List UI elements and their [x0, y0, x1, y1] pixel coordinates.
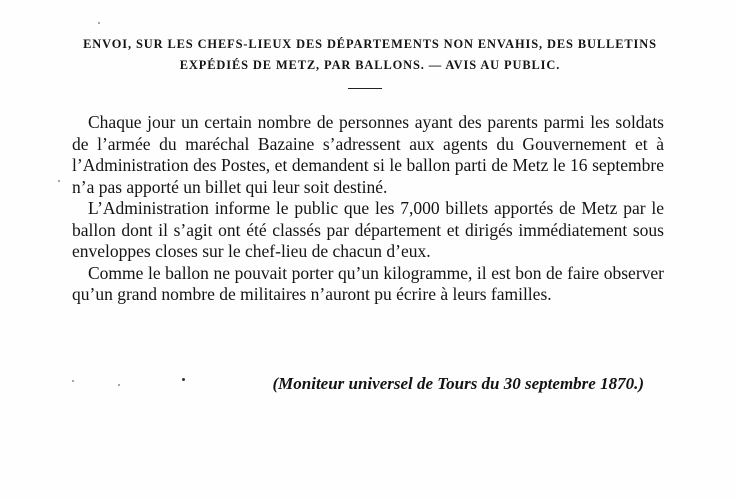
scan-speck	[58, 180, 60, 182]
scan-speck	[98, 22, 100, 24]
heading-line-2: EXPÉDIÉS DE METZ, PAR BALLONS. — AVIS AU PUBLIC.	[179, 58, 561, 72]
source-citation: (Moniteur universel de Tours du 30 septembre 1870.)	[272, 374, 644, 393]
paragraph-1: Chaque jour un certain nombre de personnes ayant des parents parmi les soldats de l’armée du maréchal Bazaine s’adressent aux agents du Gouvernement et à l’Administration des Postes, et demandent si le ballon parti de Metz le 16 septembre n’a pas apporté un billet qui leur soit destiné.	[72, 112, 664, 197]
scan-speck	[182, 378, 185, 381]
scan-speck	[118, 384, 120, 386]
paragraph-3: Comme le ballon ne pouvait porter qu’un kilogramme, il est bon de faire observer qu’un grand nombre de militaires n’auront pu écrire à leurs familles.	[72, 262, 664, 304]
paragraph-2: L’Administration informe le public que les 7,000 billets apportés de Metz par le ballon dont il s’agit ont été classés par département et dirigés immédiatement sous enveloppes closes sur le chef-lieu de chacun d’eux.	[72, 198, 664, 261]
separator-rule	[348, 88, 382, 89]
scan-speck	[72, 380, 74, 382]
body-text	[72, 112, 664, 306]
heading-line-1: ENVOI, SUR LES CHEFS-LIEUX DES DÉPARTEMENTS NON ENVAHIS, DES BULLETINS	[83, 37, 657, 51]
